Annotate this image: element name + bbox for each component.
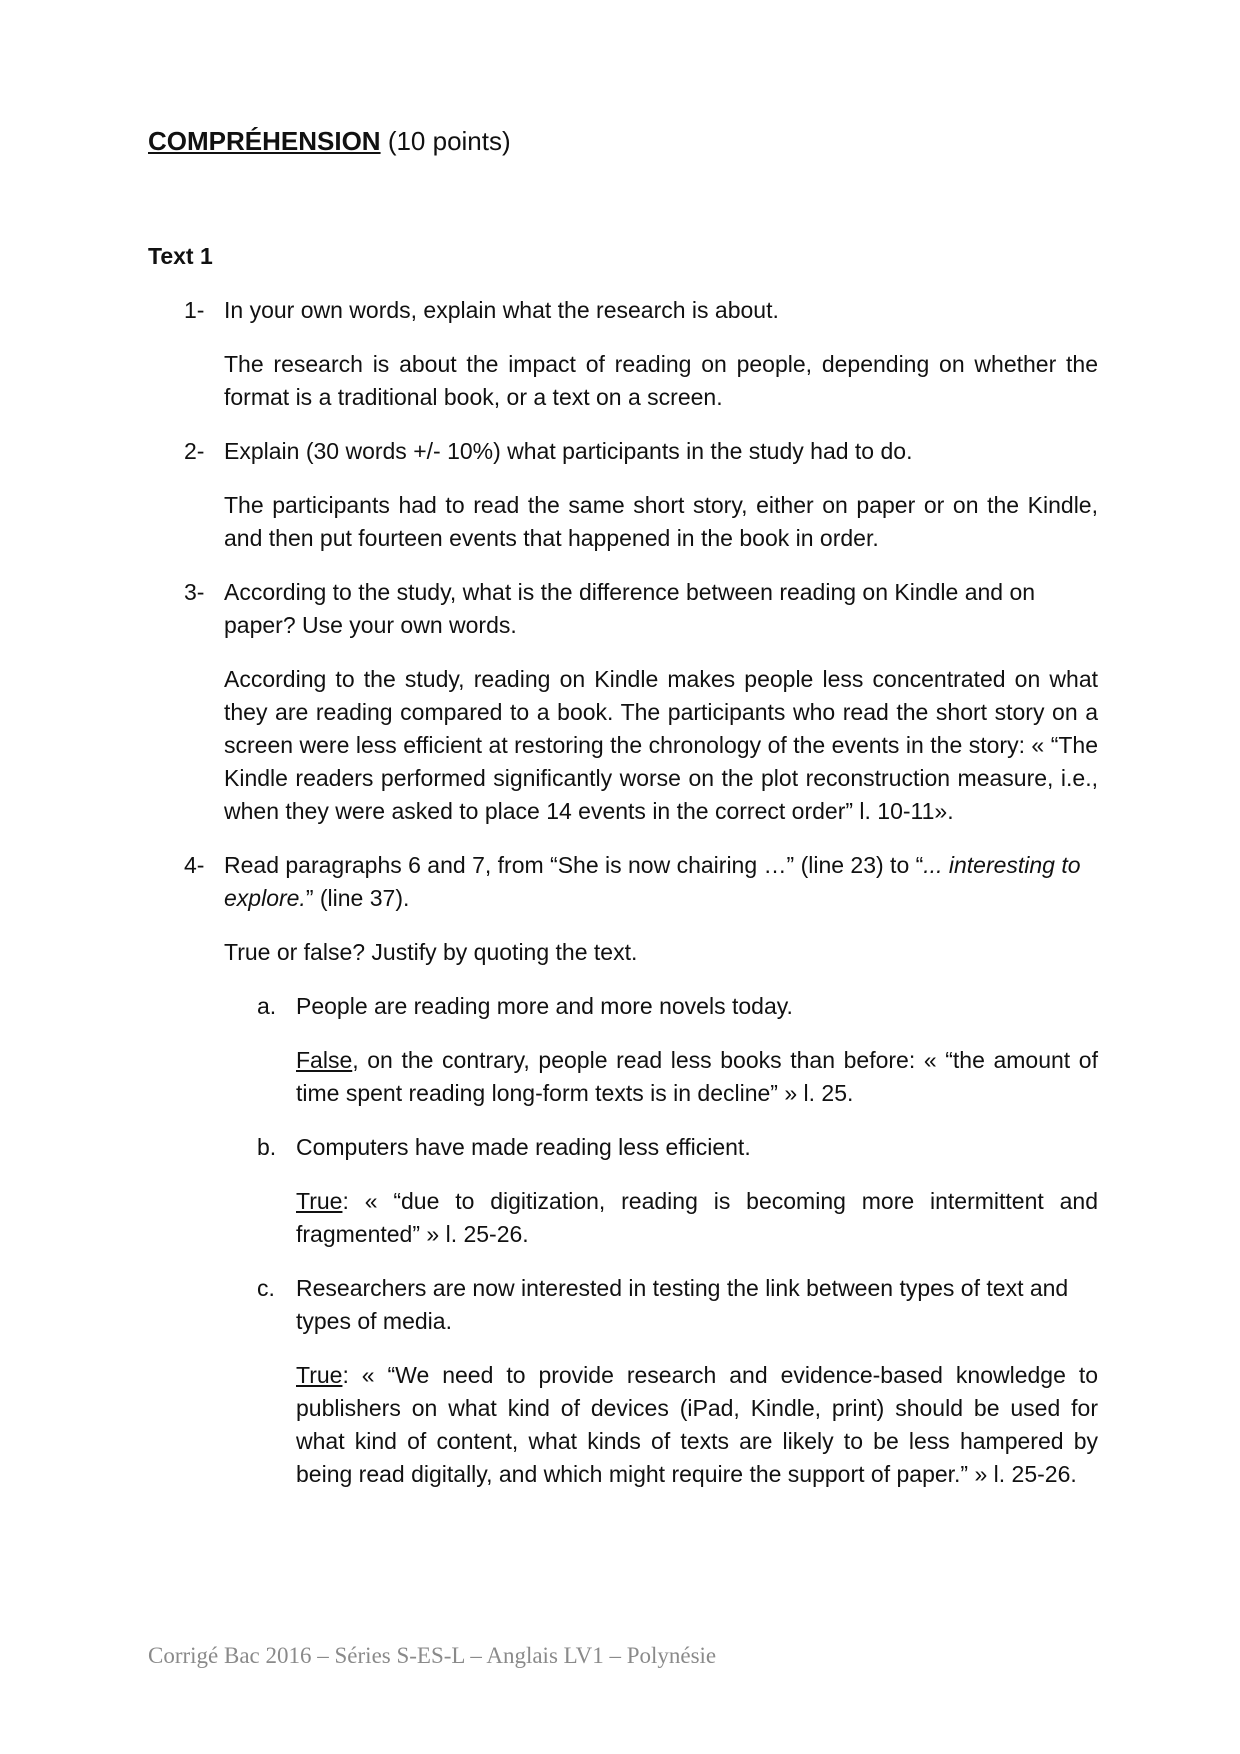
question-4 — [148, 849, 1098, 915]
question-1 — [148, 294, 1098, 327]
sub-question-c — [148, 1272, 1098, 1338]
question-2 — [148, 435, 1098, 468]
sub-question-statement: Computers have made reading less efficient. — [296, 1134, 751, 1160]
question-number: 1- — [184, 297, 205, 323]
sub-question-a — [148, 990, 1098, 1023]
justification: : « “due to digitization, reading is becoming more intermittent and fragmented” » l. 25-26. — [296, 1188, 1098, 1247]
sub-question-b — [148, 1131, 1098, 1164]
question-number: 2- — [184, 438, 205, 464]
sub-question-letter: b. — [257, 1134, 277, 1160]
question-text-after: ” (line 37). — [305, 885, 410, 911]
questions-list — [148, 294, 1098, 1491]
answer-1: The research is about the impact of reading on people, depending on whether the format is a traditional book, or a text on a screen. — [224, 351, 1098, 410]
sub-answer-b — [296, 1185, 1098, 1251]
answer-3: According to the study, reading on Kindle makes people less concentrated on what they are reading compared to a book. The participants who read the short story on a screen were less efficient at restoring the chronology of the events in the story: « “The Kindle readers performed significantly worse on the plot reconstruction measure, i.e., when they were asked to place 14 events in the correct order” l. 10-11». — [224, 666, 1098, 824]
question-text-italic: ... interesting to explore. — [224, 852, 1081, 911]
question-number: 3- — [184, 579, 205, 605]
question-number: 4- — [184, 852, 205, 878]
justification: , on the contrary, people read less books than before: « “the amount of time spent reading long-form texts is in decline” » l. 25. — [296, 1047, 1098, 1106]
verdict-label: True — [296, 1362, 343, 1388]
verdict-label: True — [296, 1188, 343, 1214]
sub-answer-c — [296, 1359, 1098, 1491]
justification: : « “We need to provide research and evidence-based knowledge to publishers on what kind of devices (iPad, Kindle, print) should be used for what kind of content, what kinds of texts are likely to be less hampered by being read digitally, and which might require the support of paper.” » l. 25-26. — [296, 1362, 1098, 1487]
question-3 — [148, 576, 1098, 642]
verdict-label: False — [296, 1047, 353, 1073]
question-4-instruction: True or false? Justify by quoting the text. — [224, 939, 638, 965]
page-title — [148, 124, 511, 158]
question-text-before: Read paragraphs 6 and 7, from “She is now chairing …” (line 23) to “ — [224, 852, 924, 878]
sub-question-statement: Researchers are now interested in testing the link between types of text and types of media. — [296, 1275, 1069, 1334]
question-text: According to the study, what is the difference between reading on Kindle and on paper? Use your own words. — [224, 579, 1036, 638]
sub-answer-a — [296, 1044, 1098, 1110]
sub-question-letter: a. — [257, 993, 277, 1019]
answer-2: The participants had to read the same short story, either on paper or on the Kindle, and then put fourteen events that happened in the book in order. — [224, 492, 1098, 551]
page-footer: Corrigé Bac 2016 – Séries S-ES-L – Anglais LV1 – Polynésie — [148, 1643, 717, 1668]
question-text: In your own words, explain what the research is about. — [224, 297, 779, 323]
section-title: Text 1 — [148, 243, 213, 269]
sub-question-statement: People are reading more and more novels today. — [296, 993, 793, 1019]
sub-question-letter: c. — [257, 1275, 275, 1301]
question-text: Explain (30 words +/- 10%) what participants in the study had to do. — [224, 438, 913, 464]
page-title-points: (10 points) — [387, 126, 511, 156]
page-title-main: COMPRÉHENSION — [148, 126, 381, 156]
